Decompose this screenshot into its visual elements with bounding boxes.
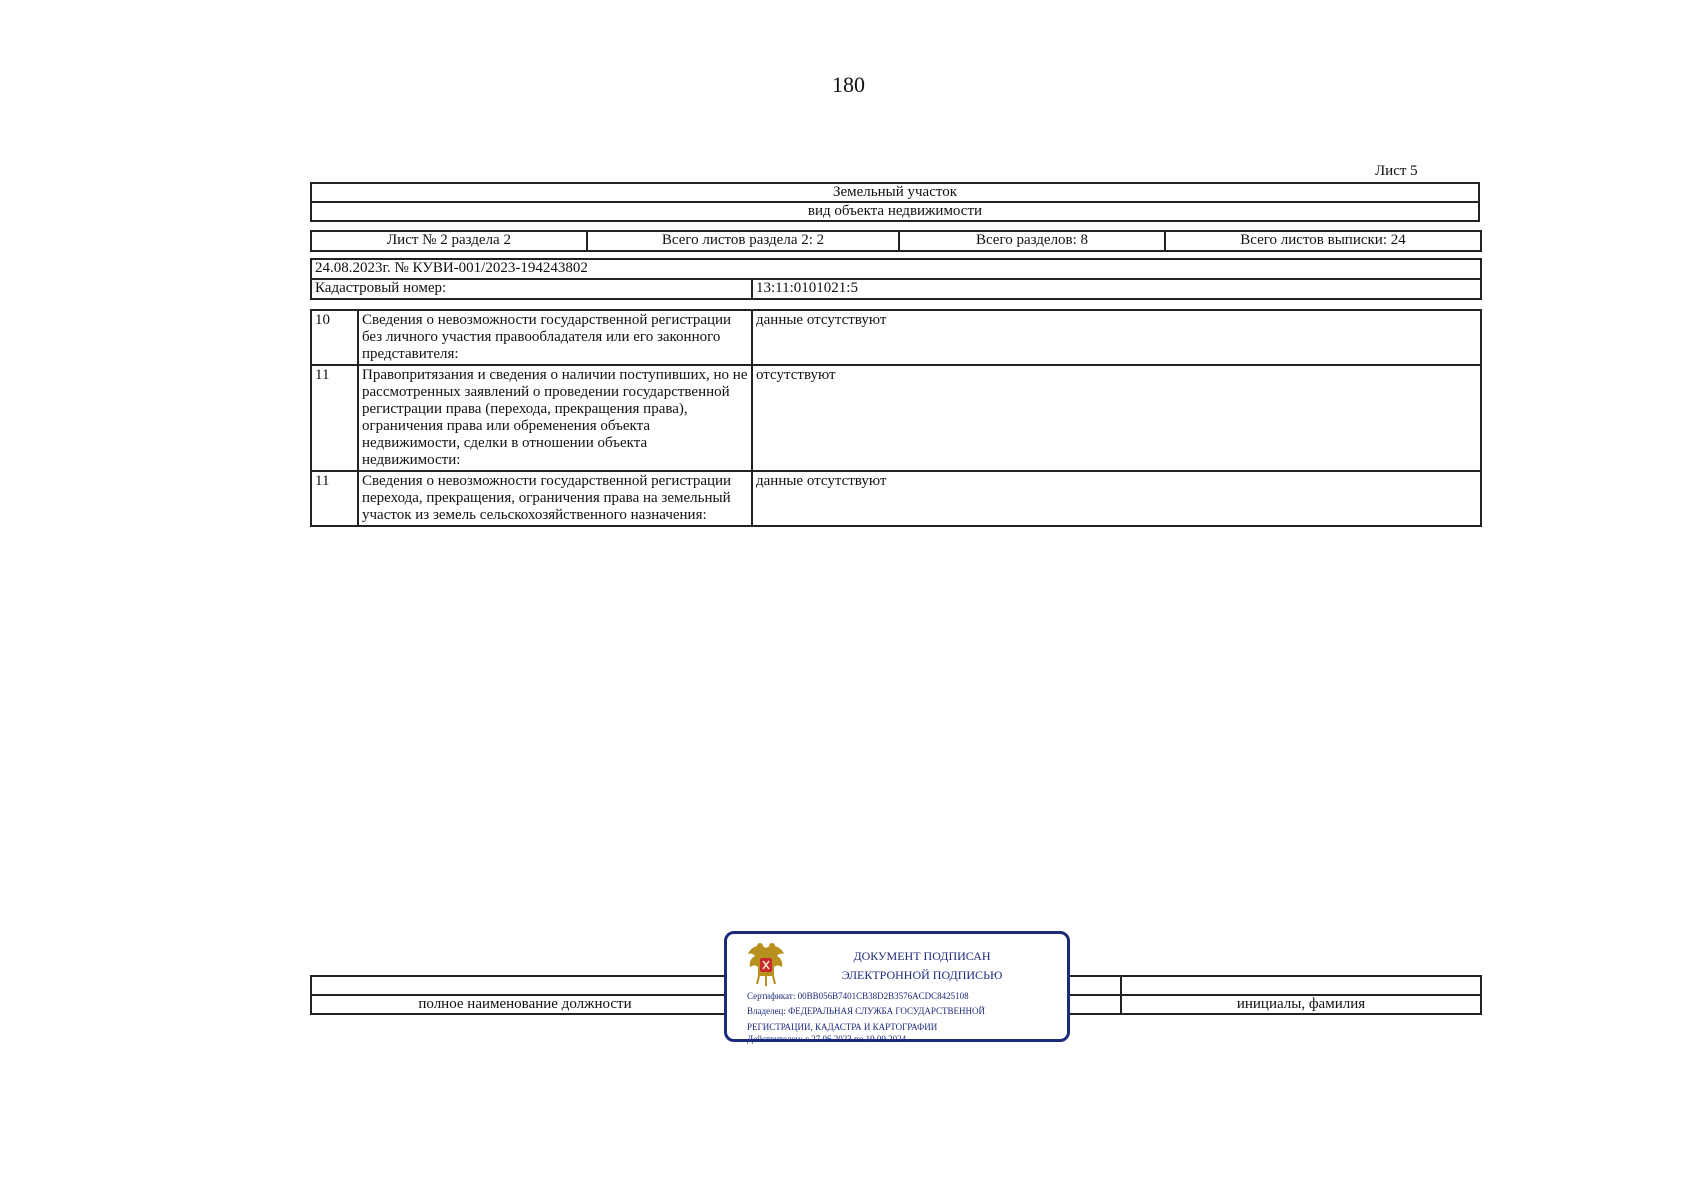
table-row [311,365,1481,471]
info-table [310,309,1482,527]
row-number: 11 [311,471,358,526]
stamp-validity: Действителен: с 27.06.2023 по 19.09.2024 [747,1034,907,1044]
stamp-subtitle: ЭЛЕКТРОННОЙ ПОДПИСЬЮ [841,968,1003,982]
stamp-owner: Владелец: ФЕДЕРАЛЬНАЯ СЛУЖБА ГОСУДАРСТВЕННОЙ [747,1006,986,1016]
stamp-owner-continued: РЕГИСТРАЦИИ, КАДАСТРА И КАРТОГРАФИИ [747,1022,938,1032]
row-number: 11 [311,365,358,471]
row-number: 10 [311,310,358,365]
position-caption: полное наименование должности [311,995,739,1014]
cadastral-number-value: 13:11:0101021:5 [752,279,1481,299]
row-value: отсутствуют [752,365,1481,471]
sheet-label: Лист 5 [1375,163,1418,179]
stamp-certificate: Сертификат: 00BB056B7401CB38D2B3576ACDC8425108 [747,991,969,1001]
row-label: Правопритязания и сведения о наличии поступивших, но не рассмотренных заявлений о проведении государственной регистрации права (перехода, прекращения права), ограничения права или обременения объекта недвижимости, сделки в отношении объекта недвижимости: [358,365,752,471]
row-value: данные отсутствуют [752,310,1481,365]
row-label: Сведения о невозможности государственной регистрации без личного участия правообладателя или его законного представителя: [358,310,752,365]
coat-of-arms-icon [745,940,787,990]
electronic-signature-stamp [724,931,1070,1042]
total-sections: Всего разделов: 8 [899,231,1165,251]
name-caption: инициалы, фамилия [1121,995,1481,1014]
total-sheets-section: Всего листов раздела 2: 2 [587,231,899,251]
object-type-table [310,182,1480,222]
date-and-number: 24.08.2023г. № КУВИ-001/2023-194243802 [311,259,1481,279]
sheet-of-section: Лист № 2 раздела 2 [311,231,587,251]
row-value: данные отсутствуют [752,471,1481,526]
row-label: Сведения о невозможности государственной регистрации перехода, прекращения, ограничения права на земельный участок из земель сельскохозяйственного назначения: [358,471,752,526]
registration-table [310,258,1482,300]
table-row [311,471,1481,526]
object-type: Земельный участок [311,183,1479,202]
sheets-info-table [310,230,1482,252]
object-type-caption: вид объекта недвижимости [311,202,1479,221]
page-number: 180 [832,72,865,97]
table-row [311,310,1481,365]
total-sheets-extract: Всего листов выписки: 24 [1165,231,1481,251]
stamp-title: ДОКУМЕНТ ПОДПИСАН [853,949,991,963]
cadastral-number-label: Кадастровый номер: [311,279,752,299]
